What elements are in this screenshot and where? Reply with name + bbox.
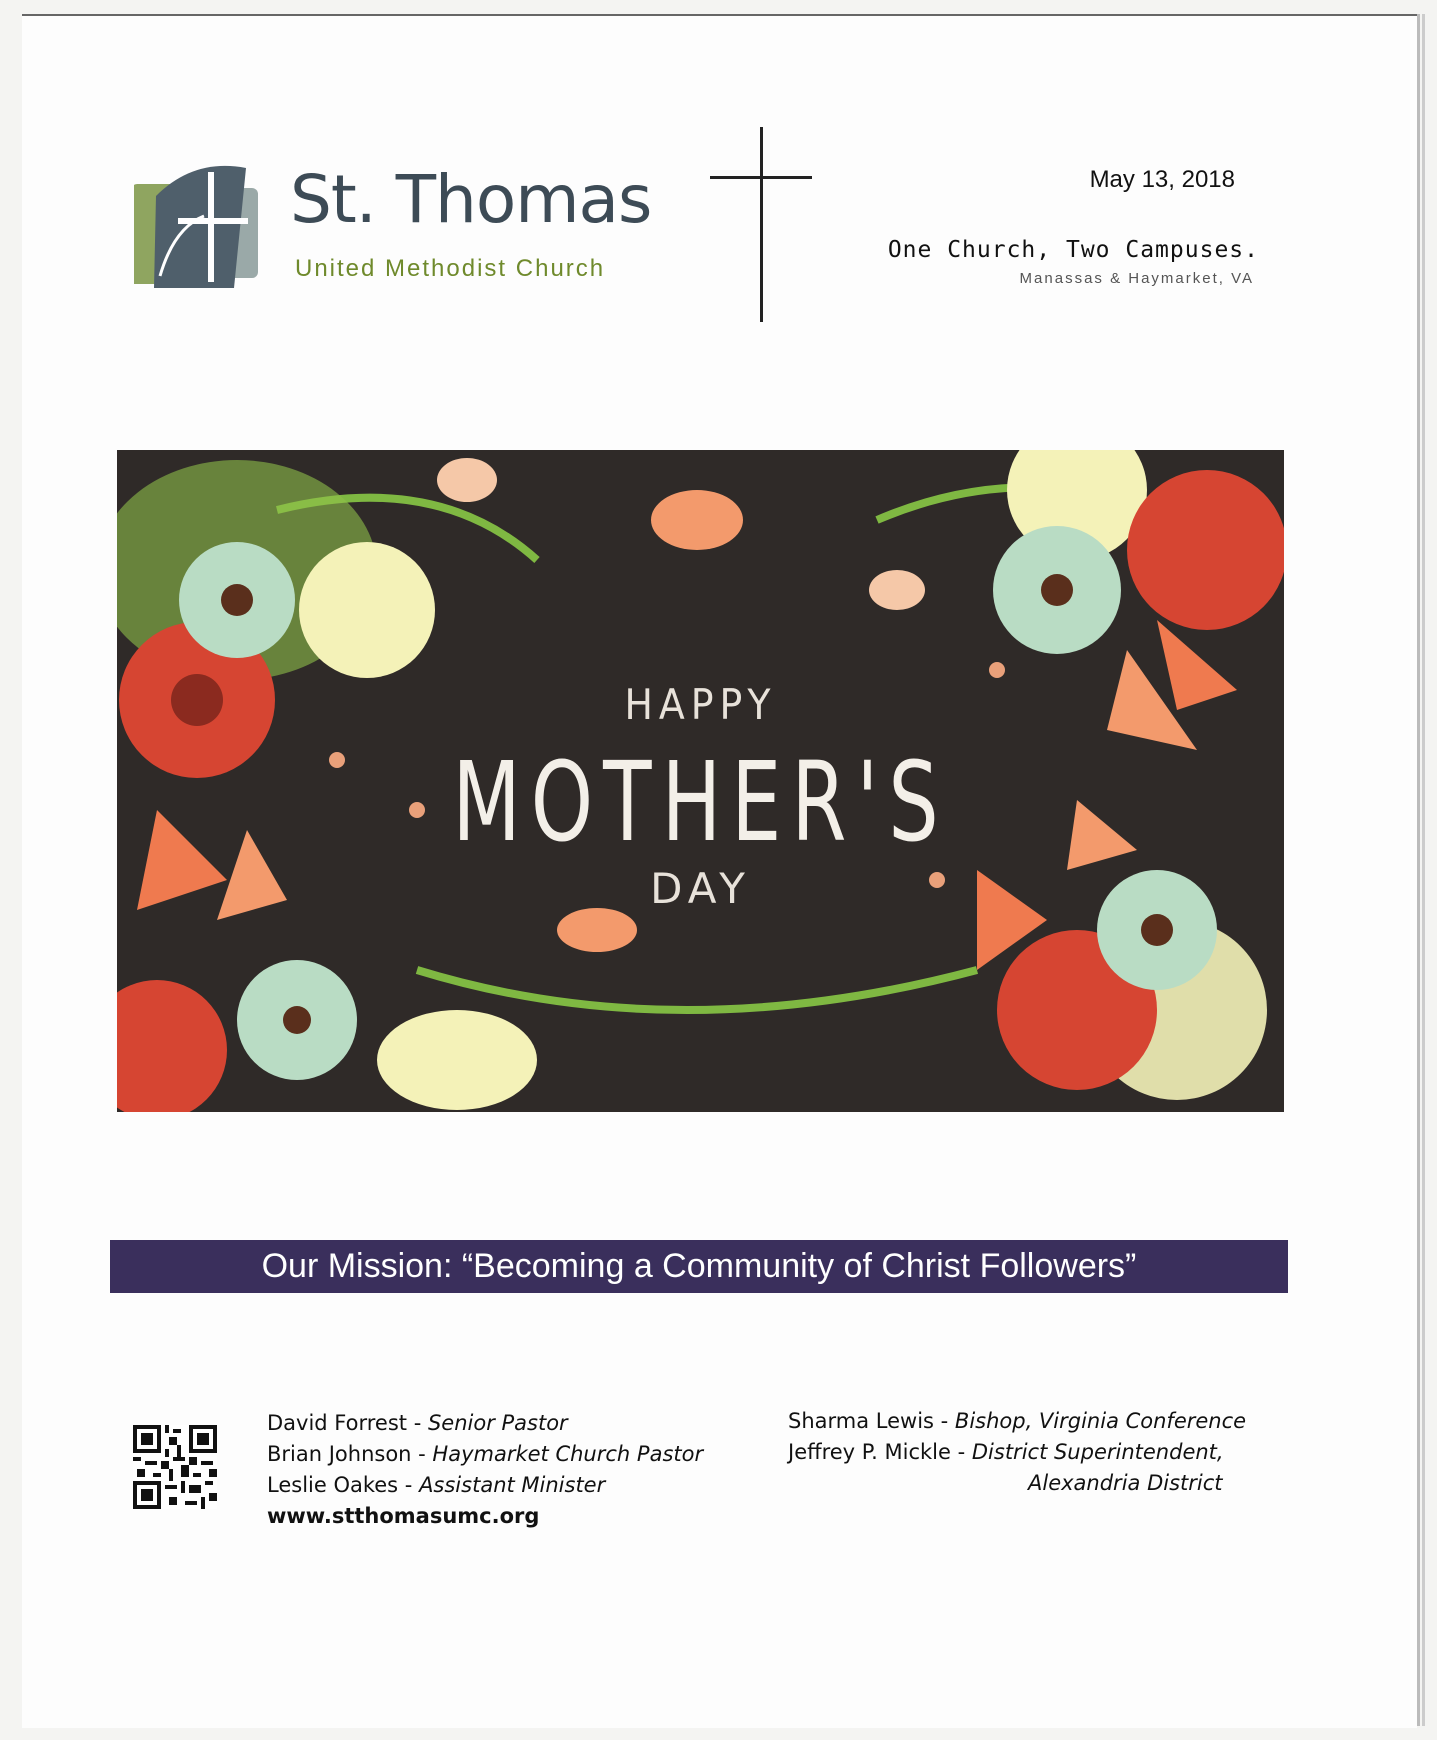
official-row	[788, 1406, 1246, 1437]
qr-code-icon	[133, 1425, 217, 1509]
church-logo-icon	[134, 158, 264, 298]
staff-name: David Forrest -	[267, 1411, 428, 1435]
mothers-day-banner	[117, 450, 1284, 1112]
officials-list	[788, 1406, 1246, 1499]
official-role: Bishop, Virginia Conference	[954, 1409, 1247, 1433]
staff-list	[267, 1408, 703, 1532]
cross-icon	[710, 176, 812, 179]
staff-row	[267, 1470, 703, 1501]
staff-name: Leslie Oakes -	[267, 1473, 420, 1497]
district-name: Alexandria District	[1028, 1471, 1223, 1495]
campus-location: Manassas & Haymarket, VA	[1019, 270, 1254, 287]
staff-role: Senior Pastor	[427, 1411, 568, 1435]
official-row	[788, 1437, 1246, 1468]
official-name: Jeffrey P. Mickle -	[788, 1440, 972, 1464]
staff-row	[267, 1439, 703, 1470]
banner-happy: HAPPY	[624, 680, 777, 729]
mission-statement: Our Mission: “Becoming a Community of Christ Followers”	[110, 1240, 1288, 1293]
church-name: St. Thomas	[290, 161, 652, 238]
cross-icon	[760, 127, 763, 322]
official-role: District Superintendent,	[971, 1440, 1224, 1464]
website-link[interactable]: www.stthomasumc.org	[267, 1504, 540, 1528]
staff-role: Haymarket Church Pastor	[432, 1442, 704, 1466]
bulletin-date: May 13, 2018	[1089, 166, 1235, 193]
banner-day: DAY	[650, 864, 751, 913]
page-edge	[1422, 14, 1425, 1726]
official-name: Sharma Lewis -	[788, 1409, 955, 1433]
official-role-continued	[788, 1468, 1246, 1499]
staff-role: Assistant Minister	[419, 1473, 606, 1497]
church-subtitle: United Methodist Church	[295, 255, 606, 282]
staff-name: Brian Johnson -	[267, 1442, 433, 1466]
page-edge	[1417, 14, 1420, 1726]
banner-mothers: MOTHER'S	[452, 738, 949, 866]
staff-row	[267, 1408, 703, 1439]
tagline: One Church, Two Campuses.	[887, 237, 1259, 263]
